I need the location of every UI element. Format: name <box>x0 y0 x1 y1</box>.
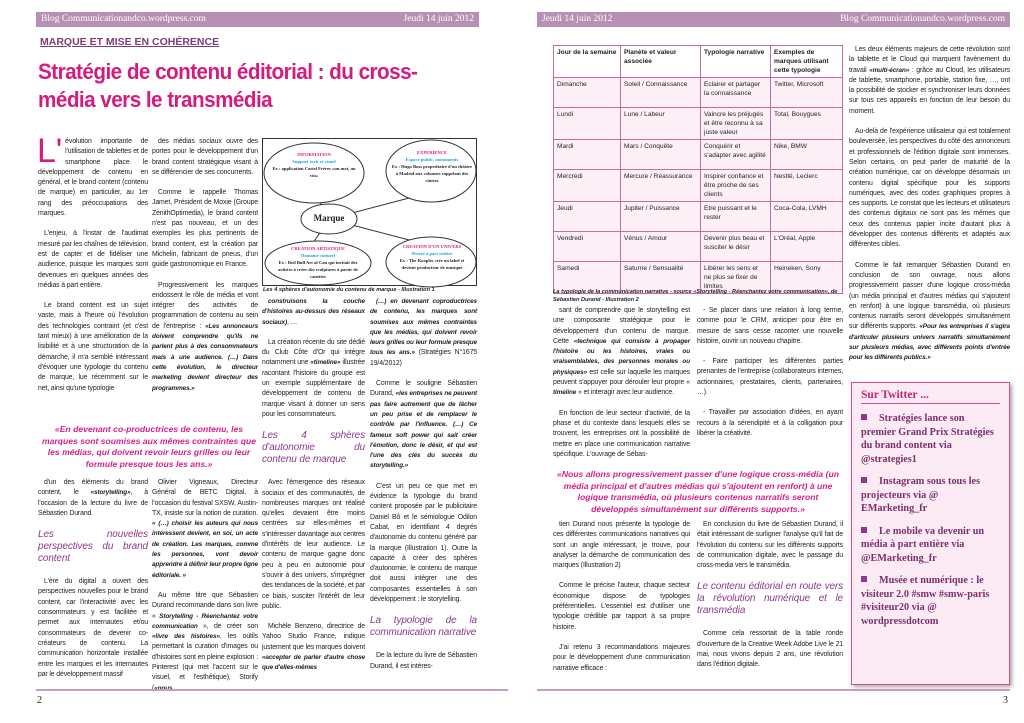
pull-quote: «Nous allons progressivement passer d'une logique cross-média (un média principal et d'autres médias qui s'ajoutent en renfort) à une logique transmédia, où plusieurs contenus narratifs seront développés simultanément sur différents supports.» <box>557 469 839 514</box>
paragraph <box>152 137 258 178</box>
table-cell: Nestlé, Leclerc <box>771 170 843 202</box>
table-cell: Vénus / Amour <box>621 232 701 262</box>
section-heading: Le contenu éditorial en route vers la révolution numérique et le transmédia <box>697 581 843 617</box>
text-run: Progressivement les marques endossent le rôle de média et vont intégrer des activités de programmation de contenu au sein de l'entreprise : <box>152 281 258 330</box>
tweet-item[interactable]: Musée et numérique : le visiteur 2.0 #smw #smw-paris #visiteur20 via @ wordpressdotcom <box>861 575 990 627</box>
text-run: En conclusion du livre de Sébastien Durand, il était intéressant de surligner l'analyse qu'il fait de l'évolution du contenu sur les différents supports de communication digitale, avec le passage du cross-media vers le transmédia. <box>697 521 843 570</box>
footer-divider <box>36 689 508 691</box>
column-header: Typologie narrative <box>701 46 771 78</box>
text-column <box>152 137 258 417</box>
paragraph <box>152 281 258 394</box>
text-column <box>37 132 148 417</box>
paragraph <box>849 45 1010 117</box>
paragraph <box>370 651 477 672</box>
text-run: Olivier Vigneaux, Directeur Général de BETC Digital, à l'occasion du festival SXSW, Austin-TX, insiste sur la notion de curation. <box>152 479 258 517</box>
paragraph <box>553 520 690 571</box>
diagram-caption: Les 4 sphères d'autonomie du contenu de marque - Illustration 1 <box>263 287 435 293</box>
paragraph <box>262 338 365 420</box>
text-column <box>370 297 477 688</box>
paragraph <box>38 301 148 394</box>
sphere-creation-univers: CREATION D'UN UNIVERS Œuvre à part entière Ex : The Kooples crée un label et devient producteur de musique <box>399 244 465 270</box>
tweet-item[interactable]: Instagram sous tous les projecteurs via @ EMarketing_fr <box>861 476 981 514</box>
paragraph <box>262 297 365 328</box>
text-run: L'évolution importante de l'utilisation de tablettes et de smartphone place le développement de contenu en général, et le brand content (contenu de marque) en particulier, au 1er rang des préoccupations des marques. <box>37 132 148 218</box>
issue-date: Jeudi 14 juin 2012 <box>542 14 613 24</box>
table-cell: Twitter, Microsoft <box>771 78 843 108</box>
text-run: Au-delà de l'expérience utilisateur qui est totalement bouleversée, les perspectives du côté des annonceurs et professionnels de l'édition digitale sont immenses. Selon certains, on peut parler de maturité de la création numérique, car on développe désormais un contenu digital spécifique pour les supports numériques, avec des codes graphiques propres à ces supports. Le constat que les lecteurs et utilisateurs des contenus digitaux ne sont pas les mêmes que ceux des contenus papier incite d'autant plus à développer des contenus différents et adaptés aux différentes cibles. <box>849 128 1010 249</box>
paragraph <box>697 306 843 347</box>
paragraph <box>697 357 843 398</box>
sphere-creation-artistique: CREATION ARTISTIQUE Domaine culturel Ex : Red Bull Art of Can qui invitait des artistes à créer des sculptures à partir de canettes <box>278 246 358 279</box>
table-cell: Lundi <box>554 108 621 140</box>
text-run: Avec l'émergence des réseaux sociaux et des communautés, de nombreuses marques ont réalisé qu'elles devaient être moins centrées sur elles-mêmes et s'intéresser davantage aux centres d'intérêts de leur audience. Le contenu de marque gagne donc peu à peu en autonomie pour s'ouvrir à des univers, s'imprégner des tendances de la société, et par ce biais, susciter l'intérêt de leur public. <box>262 479 365 610</box>
text-column <box>697 520 843 688</box>
text-run: , les outils permettant la curation d'images ou d'histoires sont en pleine explosion : Pinterest (qui met l'accent sur le visuel, et l'esthétique), Storify <box>152 633 259 682</box>
quoted-text: «storytelling» <box>90 489 131 497</box>
text-run: De la lecture du livre de Sébastien Durand, il est intéres- <box>370 652 477 670</box>
text-run: Au même titre que Sébastien Durand recommande dans son livre « <box>152 591 258 620</box>
quoted-text: «livre des histoires» <box>152 633 220 641</box>
text-run: J'ai retenu 3 recommandations majeures pour le développement d'une communication narrative efficace : <box>553 643 690 672</box>
table-cell: Samedi <box>554 262 621 294</box>
table-row <box>554 108 843 140</box>
text-run: C'est un peu ce que met en évidence la typologie du brand content proposée par le publicitaire Daniel Bô et le sémiologue Odilon Cabat, en identifiant 4 degrés d'autonomie du contenu généré par la marque (Illustration 1). Outre la capacité à créer des sphères d'autonomie, le contenu de marque doit aussi intégrer une des composantes essentielles à son développement : le storytelling. <box>370 482 477 604</box>
paragraph <box>553 409 690 460</box>
brand-content-spheres-diagram <box>262 138 477 286</box>
text-column <box>152 478 258 688</box>
quoted-text: «les entreprises ne peuvent pas faire autrement que de lâcher un peu prise et de remplacer le contrôle par l'influence. (…) Ce fameux soft power qui sait créer l'émotion, donc le désir, et qui est l'une des clés du succès du storytelling.» <box>370 390 477 470</box>
section-heading: La typologie de la communication narrative <box>370 615 477 639</box>
section-heading: Les nouvelles perspectives du brand content <box>38 529 148 565</box>
table-cell: Mardi <box>554 140 621 170</box>
text-column <box>849 45 1011 362</box>
quoted-text: «timeline» <box>310 359 341 367</box>
column-header: Jour de la semaine <box>554 46 621 78</box>
text-column <box>697 306 843 466</box>
quoted-text: timeline <box>553 389 577 397</box>
paragraph <box>38 478 148 519</box>
text-run: Comme cela ressortait de la table ronde d'ouverture de la Creative Week Adobe Live le 21 mai, nous vivons depuis 2 ans, une révolution dans l'édition digitale. <box>697 630 843 669</box>
twitter-box <box>851 382 1010 685</box>
paragraph <box>37 132 148 219</box>
tweet-item[interactable]: Le mobile va devenir un média à part entière via @EMarketing_fr <box>861 525 985 564</box>
center-label: Marque <box>313 213 345 223</box>
text-run: En fonction de leur secteur d'activité, de la phase et du contexte dans lesquels elles se trouvent, les entreprises ont la possibilité de mettre en place une communication narrative spécifique. L'ouvrage de Sébas- <box>553 409 690 458</box>
column-header: Planète et valeur associée <box>621 46 701 78</box>
tweet-item[interactable]: Stratégies lance son premier Grand Prix Stratégies du brand content via @strategies1 <box>861 413 994 465</box>
paragraph <box>697 520 843 571</box>
table-caption: La typologie de la communication narrative - source «Storytelling - Réenchantez votre communication», de Sébastien Durand - Illustration 2 <box>553 289 838 303</box>
table-cell: Mercredi <box>554 170 621 202</box>
footer-divider <box>537 689 1010 691</box>
paragraph <box>553 581 690 632</box>
text-run: Comme le fait remarquer Sébastien Durand en conclusion de son ouvrage, nous allons progressivement passer d'une logique cross-média (un média principal et d'autres médias qui s'ajoutent en renfort) à une logique transmédia, où plusieurs contenus narratifs seront développés simultanément sur différents supports. <box>849 261 1010 331</box>
table-cell: Libérer les sens et ne plus se fixer de limites <box>701 262 771 294</box>
twitter-box-title: Sur Twitter ... <box>861 389 1000 404</box>
paragraph <box>849 127 1010 251</box>
table-row <box>554 232 843 262</box>
paragraph <box>370 482 477 606</box>
text-run: , à l'occasion de la lecture du livre de Sébastien Durand. <box>38 489 148 517</box>
table-row <box>554 202 843 232</box>
text-run: L'ère du digital a ouvert des perspectives nouvelles pour le brand content, car l'interactivité avec les consommateurs y est facilitée et permet aux internautes et/ou consommateurs de devenir co-créateurs de contenu. La communication horizontale installée entre les marques et les internautes par le développement massif <box>38 578 148 678</box>
text-column <box>553 520 690 688</box>
table-cell: Nike, BMW <box>771 140 843 170</box>
table-cell: Inspirer confiance et être proche de ses clients <box>701 170 771 202</box>
text-run: La création récente du site dédié du Club Côte d'Or qui intègre notamment une <box>262 338 365 367</box>
table-cell: Etre puissant et le rester <box>701 202 771 232</box>
page-header-left <box>36 12 479 27</box>
square-bullet-icon <box>861 414 867 420</box>
quoted-text: « (…) choisir les auteurs qui nous intéressent devient, en soi, un acte de création. Les marques, comme les personnes, vont devoir apprendre à définir leur propre ligne éditoriale. » <box>152 520 258 579</box>
section-kicker: MARQUE ET MISE EN COHÉRENCE <box>40 36 220 48</box>
narrative-typology-table <box>553 45 843 294</box>
table-cell: Dimanche <box>554 78 621 108</box>
text-run: - Travailler par association d'idées, en ayant recours à la sérendipité et à la colligation pour libérer la créativité. <box>697 409 843 437</box>
table-cell: Devenir plus beau et susciter le désir <box>701 232 771 262</box>
table-cell: Conquérir et s'adapter avec agilité <box>701 140 771 170</box>
text-column <box>553 306 690 466</box>
text-run: est celle sur laquelle les marques peuvent s'appuyer pour dérouler leur propre « <box>553 368 690 387</box>
text-run: d'un des éléments du brand content, le <box>38 479 148 497</box>
text-run: Michèle Benzeno, directrice de Yahoo Studio France, indique justement que les marques doivent <box>262 623 365 651</box>
paragraph <box>38 577 148 680</box>
blog-name: Blog Communicationandco.wordpress.com <box>840 14 1005 24</box>
text-column <box>38 478 148 688</box>
text-run: illustrée racontant l'histoire du groupe est un exemple supplémentaire de développement de contenu de marque visant à donner un sens pour les consommateurs. <box>262 359 365 418</box>
paragraph <box>849 261 1010 364</box>
text-run: - Se placer dans une relation à long terme, comme pour le CRM, anticiper pour être en mesure de sans cesse raconter une nouvelle histoire, ouvrir un nouveau chapitre. <box>697 307 843 345</box>
table-row <box>554 140 843 170</box>
table-cell: Total, Bouygues <box>771 108 843 140</box>
table-cell: Heineken, Sony <box>771 262 843 294</box>
text-run: sant de comprendre que le storytelling est une composante stratégique pour le développement d'un contenu de marque. Cette <box>553 307 690 345</box>
square-bullet-icon <box>861 477 867 483</box>
paragraph <box>152 591 258 694</box>
text-run: » et interagir avec leur audience. <box>576 389 674 397</box>
table-cell: Eclairer et partager la connaissance <box>701 78 771 108</box>
text-run: des médias sociaux ouvre des portes pour le développement d'un brand content stratégique visant à se différencier de ses concurrents. <box>152 138 258 176</box>
text-column <box>262 297 365 688</box>
paragraph <box>370 297 477 369</box>
paragraph <box>38 229 148 291</box>
text-run: L'enjeu, à l'instar de l'audimat mesuré par les chaînes de télévision, est de capter et de fidéliser une audience, puisque les marques sont devenues en quelques années des médias à part entière. <box>38 230 148 289</box>
table-row <box>554 78 843 108</box>
sphere-experience: EXPERIENCE Espace public, monuments Ex : Hugo Boss propriétaire d'un théâtre à Madrid aux colonnes rappelant des cintres <box>391 150 473 183</box>
square-bullet-icon <box>861 527 867 533</box>
text-run: Comme le précise l'auteur, chaque secteur économique dispose de typologies préférentielles. L'essentiel est d'utiliser une typologie crédible par rapport à sa propre histoire. <box>553 582 690 631</box>
text-run: - Faire participer les différentes parties prenantes de l'entreprise (collaborateurs internes, actionnaires, prestataires, clients, partenaires, …). <box>697 358 843 397</box>
table-cell: Coca-Cola, LVMH <box>771 202 843 232</box>
table-row <box>554 170 843 202</box>
text-run: tien Durand nous présente la typologie de ces différentes communications narratives qui sont un angle intéressant, je trouve, pour analyser la démarche de communication des marques (Illustration 2) <box>553 521 690 570</box>
pull-quote: «En devenant co-productrices de contenu, les marques sont soumises aux mêmes contraintes que les médias, qui doivent revoir leurs grilles ou leur formule presque tous les ans.» <box>42 424 256 469</box>
quoted-text: (…) en devenant coproductrices de contenu, les marques sont soumises aux mêmes contraintes que les médias, qui doivent revoir leurs grilles ou leur formule presque tous les ans.» <box>370 298 477 357</box>
text-run: Comme le souligne Sébastien Durand, <box>370 380 477 398</box>
text-run: (Stratégies N°1675 19/4/2012) <box>370 349 477 367</box>
paragraph <box>262 622 365 673</box>
paragraph <box>262 478 365 612</box>
text-run: Comme le rappelle Thomas Jamet, Président de Moxie (Groupe ZenithOptimedia), le brand content n'est pas nouveau, et un des exemples les plus pertinents de brand content, est la création par Michelin, fabricant de pneus, d'un guide gastronomique en France. <box>152 189 258 269</box>
text-run: , … <box>286 318 298 326</box>
table-cell: Mercure / Réassurance <box>621 170 701 202</box>
issue-date: Jeudi 14 juin 2012 <box>403 14 474 24</box>
blog-name: Blog Communicationandco.wordpress.com <box>41 14 206 24</box>
quoted-text: «technique qui consiste à propager l'histoire ou les histoires, vraies ou vraisemblables, des personnes morales ou physiques» <box>553 337 690 376</box>
page-header-right <box>537 12 1010 27</box>
quoted-text: «accepter de parler d'autre chose que d'elles-mêmes <box>262 654 365 672</box>
table-cell: Vaincre les préjugés et être reconnu à sa juste valeur <box>701 108 771 140</box>
sphere-information: INFORMATION Support écrit et visuel Ex : application Castel Frères «un mot, un vin» <box>272 152 356 178</box>
paragraph <box>553 643 690 674</box>
quoted-text: Storytelling - Réenchantez votre communication <box>152 612 258 630</box>
paragraph <box>152 478 258 581</box>
column-header: Exemples de marques utilisant cette typologie <box>771 46 843 78</box>
page-number: 3 <box>1003 695 1008 706</box>
paragraph <box>152 188 258 270</box>
table-cell: Soleil / Connaissance <box>621 78 701 108</box>
table-cell: Mars / Conquête <box>621 140 701 170</box>
table-cell: Jeudi <box>554 202 621 232</box>
quoted-text: «Les annonceurs doivent comprendre qu'ils ne parlent plus à des consommateurs mais à une audience. (…) Dans cette évolution, le directeur marketing devient directeur des programmes.» <box>152 322 259 392</box>
table-cell: Lune / Labeur <box>621 108 701 140</box>
quoted-text: «Pour les entreprises il s'agira d'articuler plusieurs univers narratifs simultanément sur plusieurs médias, avec différents points d'entrée pour les différents publics.» <box>849 323 1010 362</box>
text-run: Les deux éléments majeurs de cette révolution sont la tablette et le Cloud qui marquent l'avènement du travail <box>849 46 1010 74</box>
text-run: : grâce au Cloud, les utilisateurs de tablette, smartphone, portable, station fixe, …, ont la possibilité de stocker et synchroniser leurs données sur tous ces appareils en fonction de leur besoin du moment. <box>849 66 1011 115</box>
paragraph <box>553 306 690 399</box>
quoted-text: «multi-écran» <box>869 66 910 74</box>
paragraph <box>370 379 477 472</box>
page-number: 2 <box>37 695 42 706</box>
text-run: Le brand content est un sujet vaste, mais à l'heure où l'évolution des technologies contraint (et c'est tant mieux) à une amélioration de la lisibilité et à une structuration de la démarche, il m'a semblé intéressant d'évoquer une typologie du contenu de marque, lue récemment sur le net, ainsi qu'une typologie <box>38 302 148 392</box>
article-title: Stratégie de contenu éditorial : du cross-média vers le transmédia <box>38 59 418 112</box>
table-cell: Saturne / Sensualité <box>621 262 701 294</box>
paragraph <box>697 629 843 670</box>
text-run: », de créer son <box>197 622 258 630</box>
table-cell: Jupiter / Puissance <box>621 202 701 232</box>
paragraph <box>697 408 843 439</box>
section-heading: Les 4 sphères d'autonomie du contenu de marque <box>262 430 365 466</box>
table-cell: L'Oréal, Apple <box>771 232 843 262</box>
square-bullet-icon <box>861 576 867 582</box>
table-cell: Vendredi <box>554 232 621 262</box>
quoted-text: construisons la couche d'histoires au-dessus des réseaux sociaux) <box>262 298 365 326</box>
